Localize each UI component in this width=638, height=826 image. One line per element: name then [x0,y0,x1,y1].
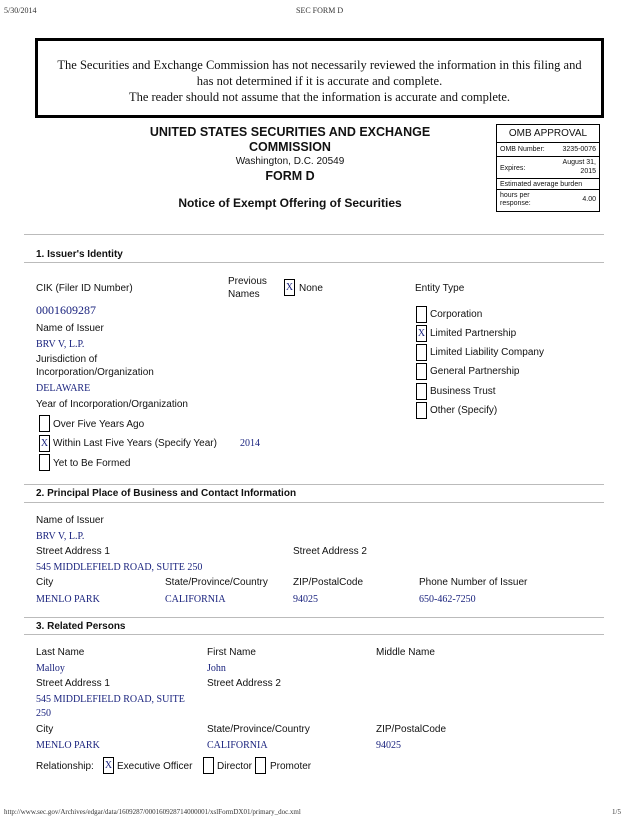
agency-title-2: COMMISSION [249,140,331,154]
section1-heading: 1. Issuer's Identity [36,249,123,260]
omb-expires-row [497,157,599,179]
entity-general-partnership-label: General Partnership [430,366,520,377]
person-zip-label: ZIP/PostalCode [376,724,447,735]
relationship-promoter-label: Promoter [270,761,312,772]
section2-rule-top [24,484,604,485]
issuer-name-label: Name of Issuer [36,323,104,334]
divider [24,234,604,235]
omb-hours-label-2: response: [500,200,531,207]
entity-other-label: Other (Specify) [430,405,498,416]
entity-general-partnership-checkbox[interactable] [416,363,427,380]
relationship-executive-checkbox[interactable]: X [103,757,114,774]
relationship-label: Relationship: [36,761,94,772]
principal-zip-label: ZIP/PostalCode [293,577,364,588]
entity-type-label: Entity Type [415,283,465,294]
entity-corporation-checkbox[interactable] [416,306,427,323]
year-over-five-checkbox[interactable] [39,415,50,432]
year-within-five-value: 2014 [240,438,260,449]
print-footer-page: 1/5 [612,808,621,816]
relationship-director-checkbox[interactable] [203,757,214,774]
omb-expires-value-1: August 31, [562,159,596,166]
entity-business-trust-checkbox[interactable] [416,383,427,400]
principal-issuer-value: BRV V, L.P. [36,531,85,542]
omb-number-value: 3235-0076 [562,146,596,153]
section2-rule [24,502,604,503]
principal-phone-value: 650-462-7250 [419,594,476,605]
entity-limited-partnership-checkbox[interactable]: X [416,325,427,342]
principal-issuer-label: Name of Issuer [36,515,104,526]
omb-hours-value: 4.00 [582,196,596,203]
principal-street2-label: Street Address 2 [293,546,367,557]
disclaimer-line-3: The reader should not assume that the information is accurate and complete. [128,90,511,104]
jurisdiction-label-1: Jurisdiction of [36,354,98,365]
entity-llc-checkbox[interactable] [416,344,427,361]
principal-street1-label: Street Address 1 [36,546,110,557]
person-last-label: Last Name [36,647,85,658]
person-street1-value-2: 250 [36,708,51,719]
relationship-director-label: Director [217,761,253,772]
disclaimer-line-1: The Securities and Exchange Commission has not necessarily reviewed the information in this filing and [57,58,582,72]
print-footer-url: http://www.sec.gov/Archives/edgar/data/1609287/000160928714000001/xslFormDX01/primary_doc.xml [4,808,301,816]
person-first-label: First Name [207,647,256,658]
omb-expires-label: Expires: [500,165,526,172]
agency-title-1: UNITED STATES SECURITIES AND EXCHANGE [149,125,431,139]
principal-city-label: City [36,577,54,588]
section1-rule [24,262,604,263]
year-over-five-label: Over Five Years Ago [53,419,145,430]
person-state-label: State/Province/Country [207,724,310,735]
previous-names-label-2: Names [228,289,260,300]
omb-burden-label: Estimated average burden [500,181,583,188]
principal-state-value: CALIFORNIA [165,594,226,605]
jurisdiction-label-2: Incorporation/Organization [36,367,154,378]
disclaimer-line-2: has not determined if it is accurate and complete. [196,74,443,88]
jurisdiction-value: DELAWARE [36,383,91,394]
omb-number-row [497,143,599,157]
person-city-label: City [36,724,54,735]
section3-heading: 3. Related Persons [36,621,126,632]
principal-city-value: MENLO PARK [36,594,100,605]
entity-business-trust-label: Business Trust [430,386,496,397]
person-middle-label: Middle Name [376,647,435,658]
relationship-executive-label: Executive Officer [117,761,193,772]
cik-value: 0001609287 [36,303,96,317]
section2-heading: 2. Principal Place of Business and Contact Information [36,488,297,499]
agency-location: Washington, D.C. 20549 [235,156,345,167]
year-to-be-formed-label: Yet to Be Formed [53,458,131,469]
form-notice: Notice of Exempt Offering of Securities [178,196,402,210]
entity-corporation-label: Corporation [430,309,483,320]
person-first-value: John [207,663,226,674]
cik-label: CIK (Filer ID Number) [36,283,133,294]
omb-approval-box [496,124,600,212]
relationship-promoter-checkbox[interactable] [255,757,266,774]
omb-hours-row [497,190,599,211]
person-state-value: CALIFORNIA [207,740,268,751]
entity-other-checkbox[interactable] [416,402,427,419]
disclaimer-box [35,38,604,118]
omb-burden-row [497,179,599,190]
omb-number-label: OMB Number: [500,146,545,153]
person-street1-label: Street Address 1 [36,678,110,689]
issuer-name-value: BRV V, L.P. [36,339,85,350]
year-to-be-formed-checkbox[interactable] [39,454,50,471]
omb-hours-label-1: hours per [500,192,530,199]
principal-zip-value: 94025 [293,594,318,605]
person-city-value: MENLO PARK [36,740,100,751]
section3-rule [24,634,604,635]
person-street1-value-1: 545 MIDDLEFIELD ROAD, SUITE [36,694,185,705]
section3-rule-top [24,617,604,618]
omb-expires-value-2: 2015 [580,168,596,175]
person-last-value: Malloy [36,663,65,674]
form-name: FORM D [265,169,315,183]
person-street2-label: Street Address 2 [207,678,281,689]
entity-llc-label: Limited Liability Company [430,347,544,358]
principal-state-label: State/Province/Country [165,577,268,588]
print-date: 5/30/2014 [4,6,37,15]
print-title: SEC FORM D [296,6,344,15]
previous-names-none-label: None [299,283,323,294]
principal-street1-value: 545 MIDDLEFIELD ROAD, SUITE 250 [36,562,203,573]
previous-names-label-1: Previous [228,276,267,287]
year-label: Year of Incorporation/Organization [36,399,188,410]
year-within-five-checkbox[interactable]: X [39,435,50,452]
omb-title: OMB APPROVAL [497,125,599,143]
entity-limited-partnership-label: Limited Partnership [430,328,517,339]
person-zip-value: 94025 [376,740,401,751]
previous-names-none-checkbox[interactable]: X [284,279,295,296]
principal-phone-label: Phone Number of Issuer [419,577,528,588]
year-within-five-label: Within Last Five Years (Specify Year) [53,438,217,449]
